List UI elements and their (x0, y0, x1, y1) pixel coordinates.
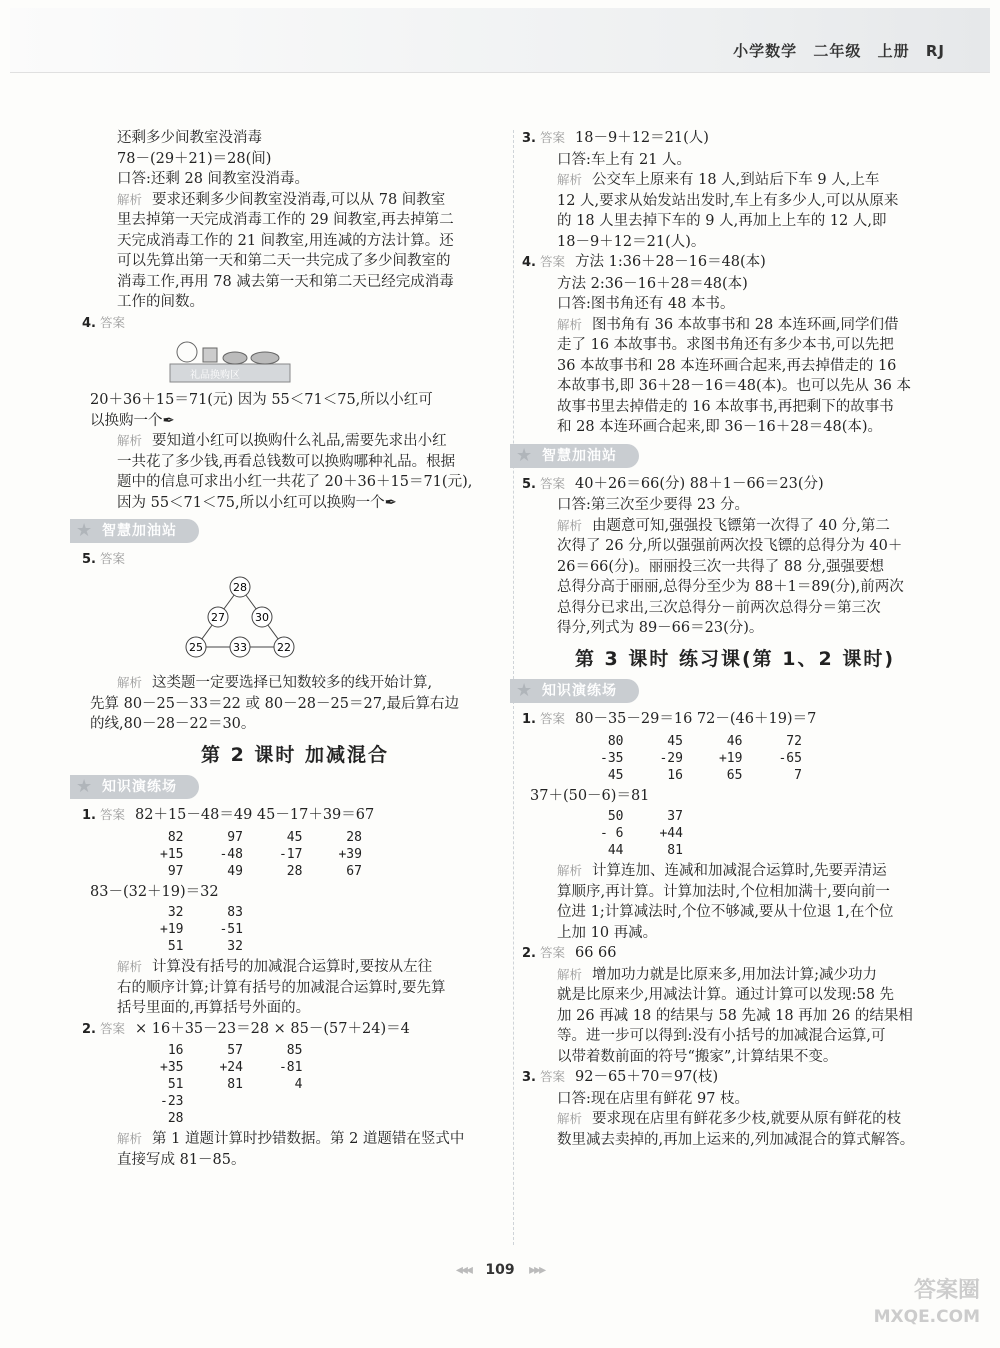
text-line: 口答:还剩 28 间教室没消毒。 (117, 171, 310, 187)
section-banner: ★ 知识演练场 (70, 775, 199, 799)
question-5: 5. 答案 40＋26＝66(分) 88＋1－66＝23(分) (522, 475, 824, 492)
star-icon: ★ (516, 444, 534, 466)
text-line: 数里减去卖掉的,再加上运来的,列加减混合的算式解答。 (557, 1131, 915, 1148)
text-line: 口答:现在店里有鲜花 97 枝。 (557, 1090, 750, 1107)
text-line: 的 18 人里去掉下车的 9 人,再加上上车的 12 人,即 (557, 213, 887, 229)
page-footer (0, 1262, 1000, 1278)
text-line: 解析 计算连加、连减和加减混合运算时,先要弄清运 (557, 863, 887, 879)
star-icon: ★ (76, 520, 94, 541)
svg-text:30: 30 (255, 610, 269, 624)
question-3: 3. 答案 18－9＋12＝21(人) (522, 130, 709, 146)
text-line: 括号里面的,再算括号外面的。 (117, 1000, 311, 1016)
number-triangle-diagram (180, 575, 500, 668)
section-banner: ★ 智慧加油站 (70, 519, 199, 543)
prev-arrows-icon: ◂◂◂ (455, 1262, 471, 1278)
vertical-calc: 37 +44 81 (659, 809, 683, 858)
text-line: 总得分已求出,三次总得分－前两次总得分＝第三次 (557, 599, 881, 616)
text-line: 36 本故事书和 28 本连环画合起来,再去掉借走的 16 (557, 357, 897, 374)
gift-area-label: 礼品换购区 (190, 370, 240, 381)
text-line: 20＋36＋15＝71(元) 因为 55＜71＜75,所以小红可 (90, 392, 433, 408)
question-4: 4. 答案 方法 1:36＋28－16＝48(本) (522, 254, 766, 270)
text-line: 总得分高于丽丽,总得分至少为 88＋1＝89(分),前两次 (557, 579, 904, 595)
vertical-calc: 80 -35 45 (600, 733, 624, 783)
svg-text:22: 22 (277, 640, 291, 654)
next-arrows-icon: ▸▸▸ (529, 1262, 545, 1278)
text-line: 解析 由题意可知,强强投飞镖第一次得了 40 分,第二 (557, 517, 890, 534)
header-volume: 上册 (877, 42, 910, 60)
vertical-calc: 16 +35 51 -23 28 (160, 1043, 184, 1126)
text-line: 可以先算出第一天和第二天一共完成了多少间教室的 (117, 253, 451, 269)
vertical-calc: 97 -48 49 (219, 829, 243, 879)
text-line: 解析 要知道小红可以换购什么礼品,需要先求出小红 (117, 433, 447, 449)
text-line: 等。进一步可以得到:没有小括号的加减混合运算,可 (557, 1028, 886, 1044)
text-line: 算顺序,再计算。计算加法时,个位相加满十,要向前一 (557, 883, 890, 900)
page-header (10, 8, 990, 73)
text-line: 18－9＋12＝21(人)。 (557, 233, 706, 250)
text-line: 以带着数前面的符号“搬家”,计算结果不变。 (557, 1048, 838, 1065)
text-line: 解析 第 1 道题计算时抄错数据。第 2 道题错在竖式中 (117, 1131, 465, 1147)
section-banner: ★ 知识演练场 (510, 679, 639, 703)
text-line: 消毒工作,再用 78 减去第一天和第二天已经完成消毒 (117, 273, 454, 290)
vertical-calc: 32 +19 51 (160, 905, 184, 954)
svg-text:27: 27 (211, 610, 225, 624)
question-2: 2. 答案 66 66 (522, 945, 617, 961)
text-line: 还剩多少间教室没消毒 (117, 130, 262, 146)
vertical-calc: 57 +24 81 (219, 1043, 243, 1092)
text-line: 故事书里去掉借走的 16 本故事书,再把剩下的故事书 (557, 398, 894, 415)
text-line: 解析 计算没有括号的加减混合运算时,要按从左往 (117, 959, 433, 975)
header-grade: 二年级 (813, 42, 862, 60)
analysis-tag: 解析 (117, 191, 143, 207)
header-edition: RJ (925, 42, 945, 60)
text-line: 和 28 本连环画合起来,即 36－16＋28＝48(本)。 (557, 419, 883, 435)
section-banner: ★ 智慧加油站 (510, 444, 639, 468)
text-line: 解析 这类题一定要选择已知数较多的线开始计算, (117, 675, 433, 691)
text-line: 口答:第三次至少要得 23 分。 (557, 497, 750, 513)
vertical-calc: 45 -17 28 (278, 829, 303, 879)
vertical-calc: 83 -51 32 (219, 905, 243, 954)
lesson-title: 第 3 课时 练习课(第 1、2 课时) (574, 647, 896, 670)
text-line: 78－(29＋21)＝28(间) (117, 150, 272, 167)
text-line: 直接写成 81－85。 (117, 1151, 246, 1168)
question-4: 4. 答案 (82, 314, 125, 331)
site-watermark: 答案圈 MXQE.COM (873, 1278, 980, 1327)
text-line: 26＝66(分)。丽丽投三次一共得了 88 分,强强要想 (557, 558, 884, 575)
star-icon: ★ (516, 680, 534, 701)
text-line: 位进 1;计算减法时,个位不够减,要从十位退 1,在个位 (557, 904, 894, 920)
text-line: 的线,80－28－22＝30。 (90, 716, 256, 732)
question-3: 3. 答案 92－65＋70＝97(枝) (522, 1069, 719, 1085)
gift-pen-icon: ✒ (384, 494, 397, 511)
text-line: 先算 80－25－33＝22 或 80－28－25＝27,最后算右边 (90, 695, 460, 712)
vertical-calc: 28 +39 67 (338, 829, 362, 879)
page-number: 109 (485, 1262, 515, 1278)
text-line: 37＋(50－6)＝81 (530, 787, 650, 804)
header-book-info (723, 40, 945, 61)
text-line: 12 人,要求从始发站出发时,车上有多少人,可以从原来 (557, 192, 899, 209)
text-line: 解析 增加功力就是比原来多,用加法计算;减少功力 (557, 966, 878, 983)
text-line: 口答:车上有 21 人。 (557, 151, 692, 168)
text-line: 解析 要求还剩多少间教室没消毒,可以从 78 间教室 (117, 191, 446, 208)
vertical-calc: 50 - 6 44 (600, 809, 624, 858)
text-line: 上加 10 再减。 (557, 924, 658, 941)
text-line: 解析 图书角有 36 本故事书和 28 本连环画,同学们借 (557, 316, 899, 333)
text-line: 走了 16 本故事书。求图书角还有多少本书,可以先把 (557, 337, 894, 353)
question-2: 2. 答案 × 16＋35－23＝28 × 85－(57＋24)＝4 (82, 1020, 410, 1037)
vertical-calc: 46 +19 65 (718, 733, 743, 783)
text-line: 83－(32＋19)＝32 (90, 883, 219, 900)
question-1: 1. 答案 82＋15－48＝49 45－17＋39＝67 (82, 807, 375, 823)
vertical-calculations (90, 1042, 500, 1127)
svg-text:25: 25 (189, 640, 203, 654)
vertical-calculations (530, 733, 940, 784)
question-1: 1. 答案 80－35－29＝16 72－(46＋19)＝7 (522, 711, 817, 727)
vertical-calc: 72 -65 7 (778, 733, 802, 783)
text-line: 方法 2:36－16＋28＝48(本) (557, 275, 748, 292)
text-line: 工作的间数。 (117, 294, 204, 310)
question-5: 5. 答案 (82, 551, 125, 567)
text-line: 以换购一个✒ (90, 412, 175, 429)
vertical-calculations (90, 829, 500, 880)
header-subject: 小学数学 (733, 42, 798, 60)
vertical-calculations (530, 808, 940, 859)
right-column (516, 128, 940, 1150)
text-line: 口答:图书角还有 48 本书。 (557, 296, 735, 312)
svg-text:28: 28 (233, 580, 247, 594)
text-line: 解析 要求现在店里有鲜花多少枝,就要从原有鲜花的枝 (557, 1111, 902, 1127)
text-line: 右的顺序计算;计算有括号的加减混合运算时,要先算 (117, 979, 446, 996)
text-line: 因为 55＜71＜75,所以小红可以换购一个✒ (117, 494, 397, 511)
vertical-calc: 85 -81 4 (278, 1043, 303, 1092)
star-icon: ★ (76, 776, 94, 797)
text-line: 题中的信息可求出小红一共花了 20＋36＋15＝71(元), (117, 474, 473, 490)
text-line: 天完成消毒工作的 21 间教室,用连减的方法计算。还 (117, 232, 454, 249)
left-column (76, 128, 500, 1170)
text-line: 解析 公交车上原来有 18 人,到站后下车 9 人,上车 (557, 172, 880, 188)
vertical-calc: 45 -29 16 (659, 733, 683, 783)
vertical-calculations (90, 904, 500, 955)
text-line: 一共花了多少钱,再看总钱数可以换购哪种礼品。根据 (117, 453, 456, 470)
svg-text:33: 33 (233, 640, 247, 654)
text-line: 加 26 再减 18 的结果与 58 先减 18 再加 26 的结果相 (557, 1007, 913, 1024)
text-line: 得分,列式为 89－66＝23(分)。 (557, 620, 764, 636)
text-line: 就是比原来少,用减法计算。通过计算可以发现:58 先 (557, 987, 895, 1003)
text-line: 本故事书,即 36＋28－16＝48(本)。也可以先从 36 本 (557, 378, 912, 394)
text-line: 次得了 26 分,所以强强前两次投飞镖的总得分为 40＋ (557, 538, 903, 554)
gift-counter-image (165, 336, 295, 386)
gift-pen-icon: ✒ (162, 412, 175, 429)
lesson-title: 第 2 课时 加减混合 (200, 743, 390, 766)
text-line: 里去掉第一天完成消毒工作的 29 间教室,再去掉第二 (117, 212, 454, 228)
vertical-calc: 82 +15 97 (160, 829, 184, 879)
